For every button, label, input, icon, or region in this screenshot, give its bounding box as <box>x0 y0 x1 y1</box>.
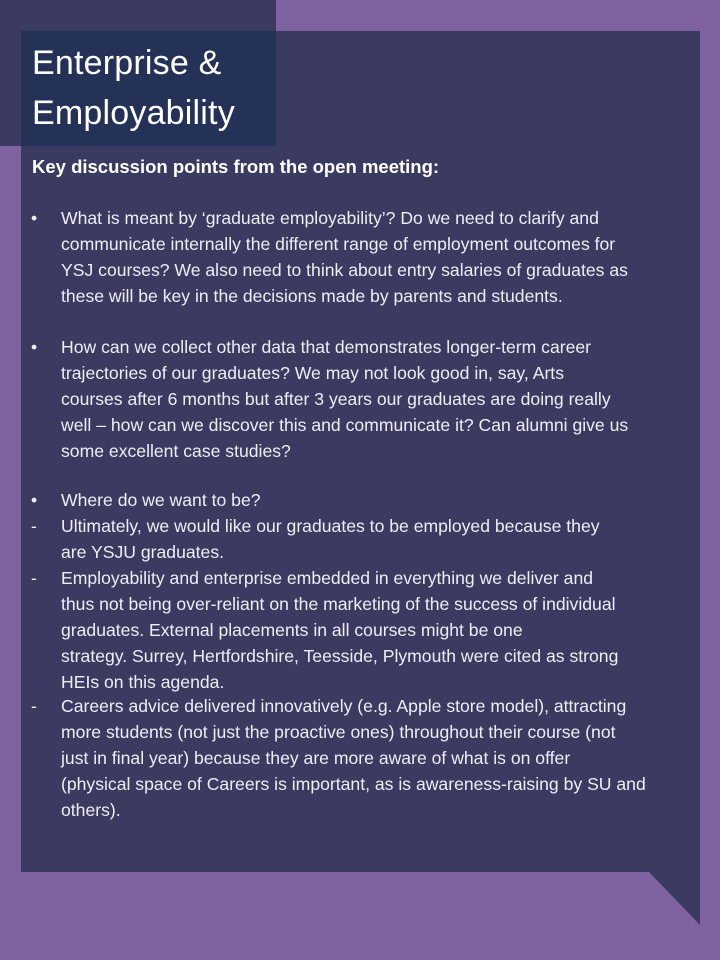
dash-text-line: thus not being over-reliant on the marketing of the success of individual <box>61 594 616 614</box>
dash-marker: - <box>31 516 37 536</box>
bullet-marker: • <box>31 490 38 510</box>
bullet-text-line: these will be key in the decisions made by parents and students. <box>61 286 563 306</box>
bullet-text-line: communicate internally the different range of employment outcomes for <box>61 234 616 254</box>
bullet-text-line: trajectories of our graduates? We may not look good in, say, Arts <box>61 363 564 383</box>
bullet-text-line: some excellent case studies? <box>61 441 291 461</box>
bullet-text-line: How can we collect other data that demonstrates longer-term career <box>61 337 592 357</box>
bullet-text-line: What is meant by ‘graduate employability’? Do we need to clarify and <box>61 208 599 228</box>
dash-text-line: Ultimately, we would like our graduates to be employed because they <box>61 516 600 536</box>
bullet-marker: • <box>31 337 38 357</box>
dash-text-line: HEIs on this agenda. <box>61 672 225 692</box>
dash-text-line: Careers advice delivered innovatively (e.g. Apple store model), attracting <box>61 696 627 716</box>
dash-text-line: others). <box>61 800 121 820</box>
bullet-marker: • <box>31 208 38 228</box>
bullet-text-line: well – how can we discover this and communicate it? Can alumni give us <box>61 415 629 435</box>
dash-text-line: Employability and enterprise embedded in everything we deliver and <box>61 568 594 588</box>
bullet-text-line: courses after 6 months but after 3 years our graduates are doing really <box>61 389 611 409</box>
dash-text-line: just in final year) because they are more aware of what is on offer <box>61 748 571 768</box>
bullet-text-line: YSJ courses? We also need to think about entry salaries of graduates as <box>61 260 628 280</box>
dash-text-line: (physical space of Careers is important, as is awareness-raising by SU and <box>61 774 646 794</box>
bullet-text-line: Where do we want to be? <box>61 490 261 510</box>
dash-marker: - <box>31 568 37 588</box>
page-title-line-1: Enterprise & <box>32 44 222 82</box>
dash-text-line: more students (not just the proactive ones) throughout their course (not <box>61 722 616 742</box>
page-title-line-2: Employability <box>32 94 235 132</box>
dash-marker: - <box>31 696 37 716</box>
dash-text-line: are YSJU graduates. <box>61 542 224 562</box>
dash-text-line: strategy. Surrey, Hertfordshire, Teesside, Plymouth were cited as strong <box>61 646 619 666</box>
section-subtitle: Key discussion points from the open meeting: <box>32 156 440 177</box>
dash-text-line: graduates. External placements in all courses might be one <box>61 620 523 640</box>
